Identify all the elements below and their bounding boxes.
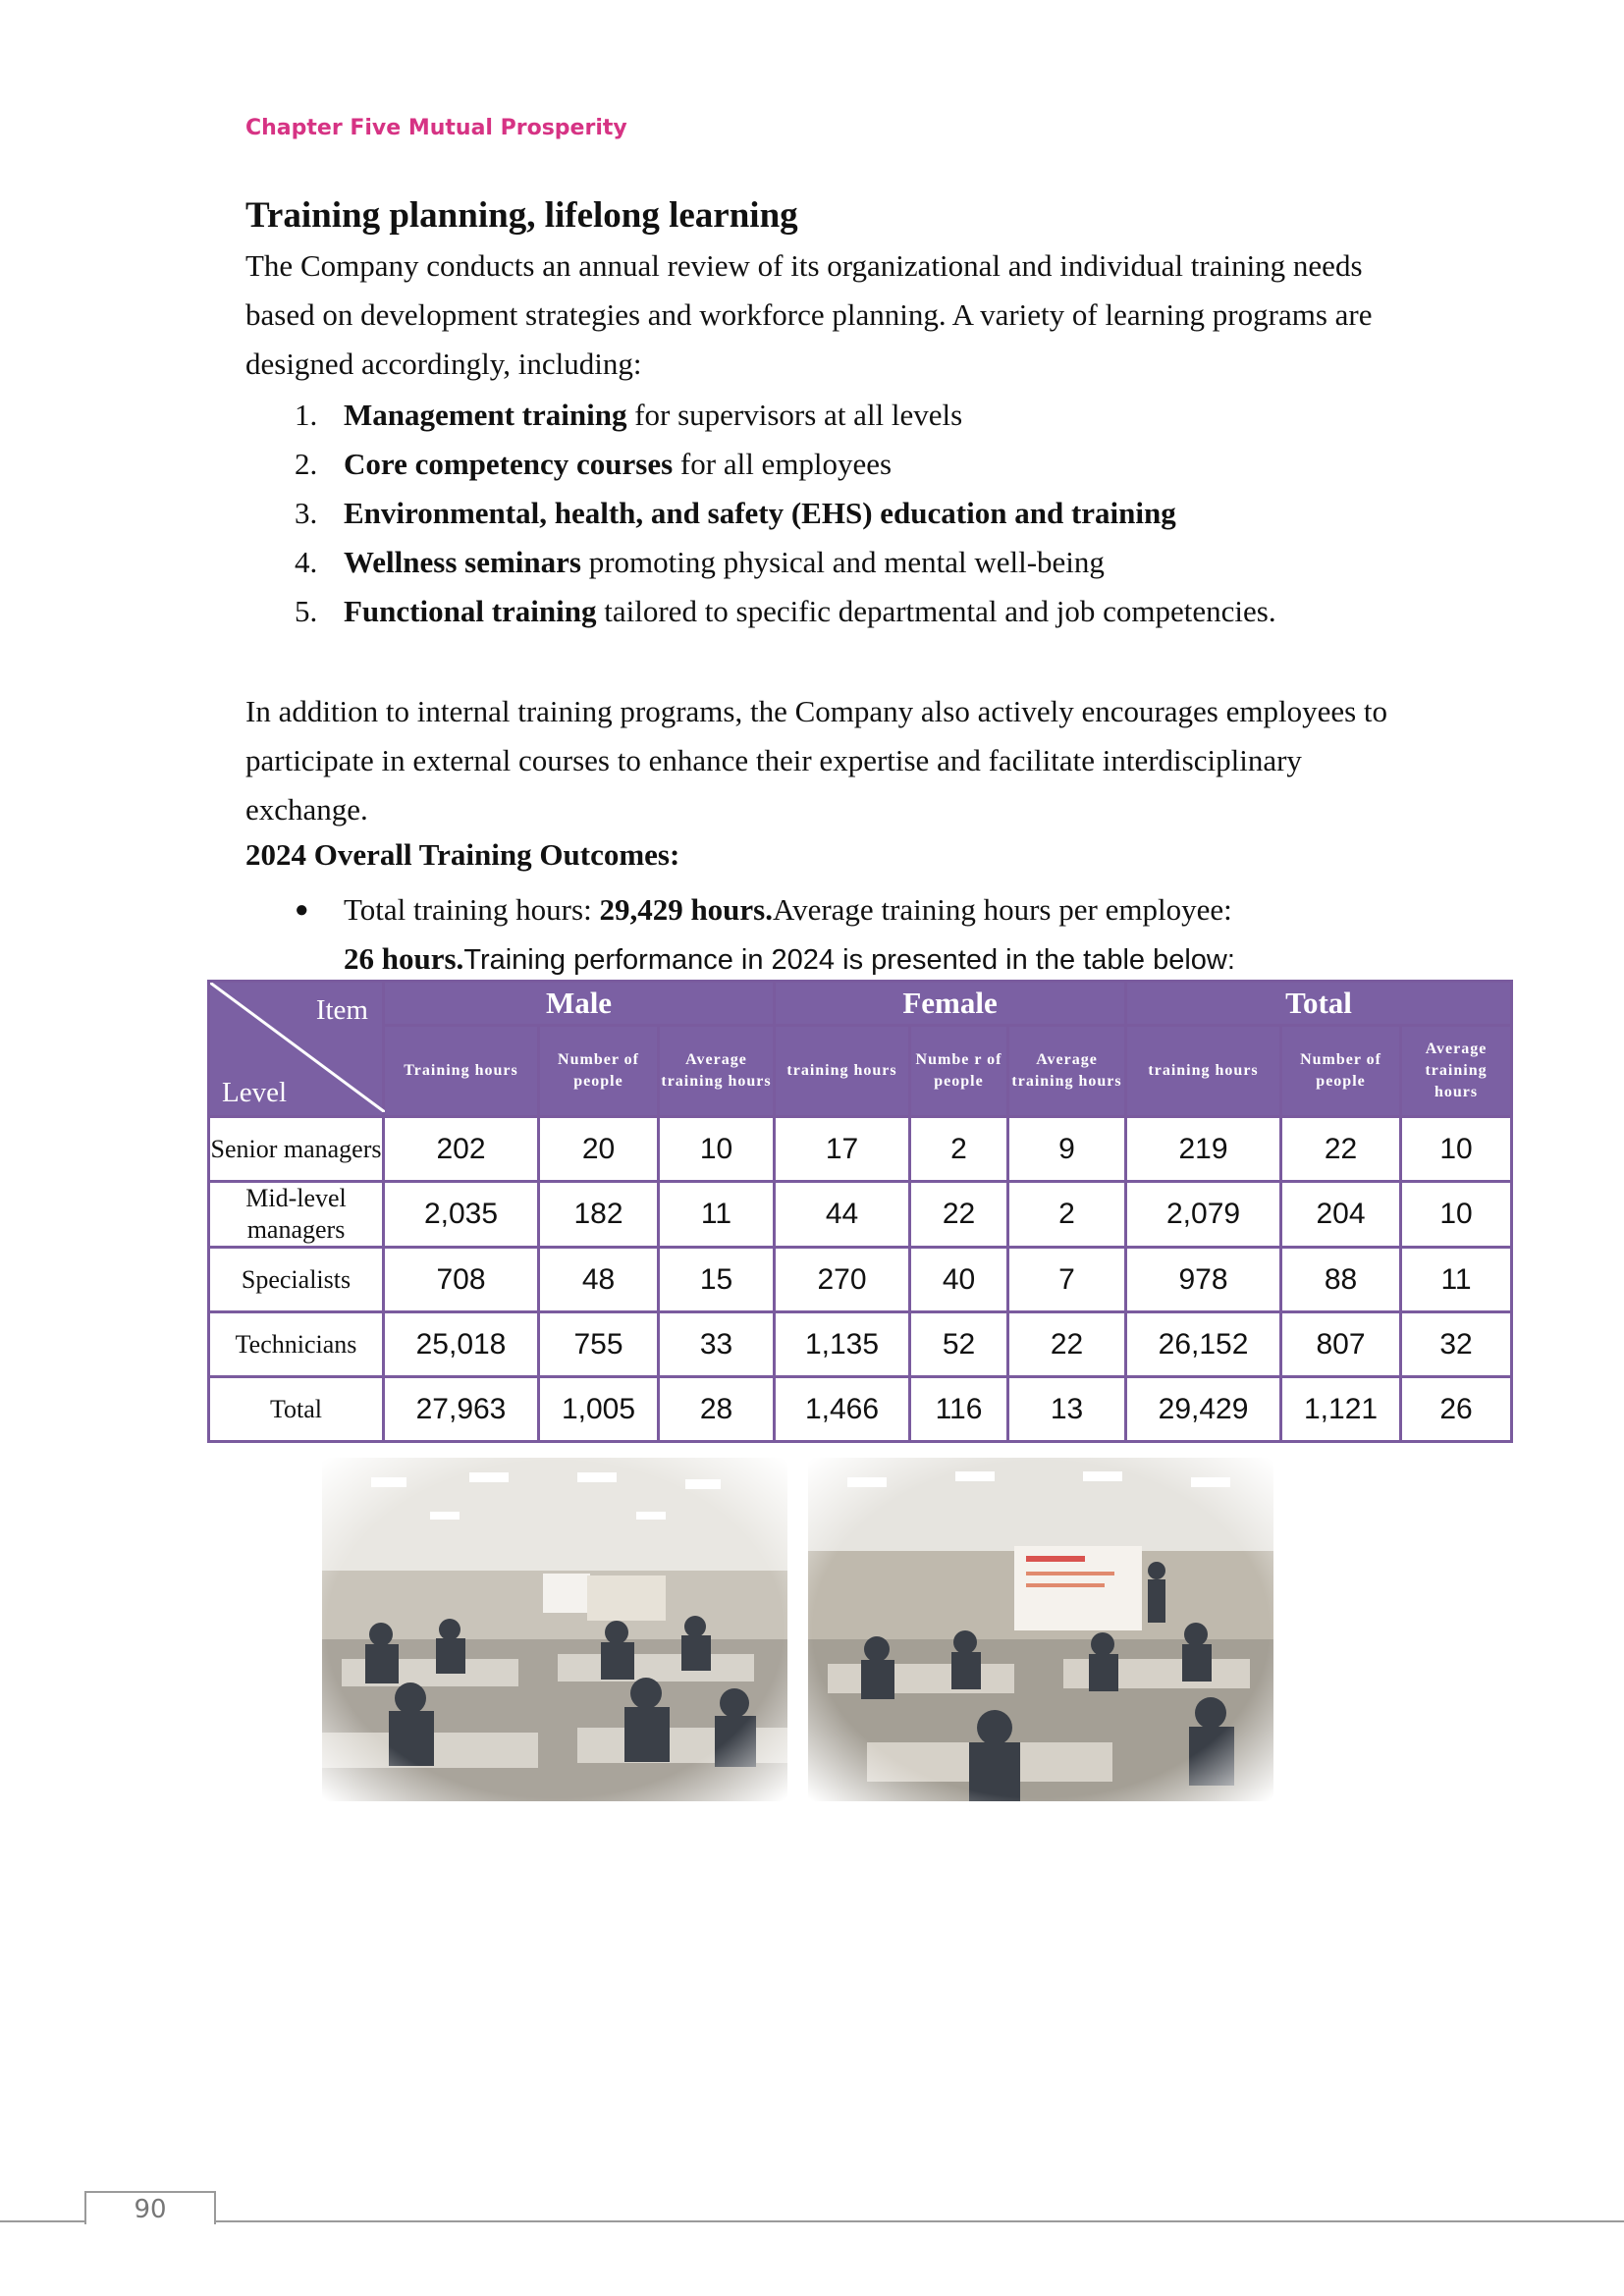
page-number: 90: [134, 2195, 167, 2224]
table-cell: 27,963: [384, 1377, 539, 1442]
table-cell: 2: [1008, 1182, 1126, 1248]
corner-level-label: Level: [222, 1077, 288, 1108]
column-header: Average training hours: [659, 1026, 775, 1117]
group-header-total: Total: [1126, 982, 1512, 1026]
table-cell: 25,018: [384, 1312, 539, 1377]
table-cell: 11: [1401, 1248, 1512, 1312]
row-label: Specialists: [209, 1248, 384, 1312]
table-cell: 15: [659, 1248, 775, 1312]
table-cell: 32: [1401, 1312, 1512, 1377]
outcomes-bullet: ● Total training hours: 29,429 hours.Average training hours per employee: 26 hours.Training performance in 2024 is presented in the table below:: [245, 885, 1424, 985]
table-cell: 52: [910, 1312, 1008, 1377]
table-cell: 22: [1008, 1312, 1126, 1377]
list-item: 5. Functional training tailored to specific departmental and job competencies.: [295, 594, 1276, 628]
table-cell: 182: [539, 1182, 659, 1248]
column-header: Number of people: [1281, 1026, 1401, 1117]
section-heading: Training planning, lifelong learning: [245, 195, 798, 236]
column-header: Numbe r of people: [910, 1026, 1008, 1117]
column-header: Average training hours: [1008, 1026, 1126, 1117]
table-cell: 44: [775, 1182, 910, 1248]
table-cell: 7: [1008, 1248, 1126, 1312]
row-label: Senior managers: [209, 1117, 384, 1182]
table-cell: 20: [539, 1117, 659, 1182]
chapter-header: Chapter Five Mutual Prosperity: [245, 116, 627, 140]
table-cell: 708: [384, 1248, 539, 1312]
table-cell: 204: [1281, 1182, 1401, 1248]
intro-paragraph: The Company conducts an annual review of its organizational and individual training needs based on development strategies and workforce planning. A variety of learning programs are designed accordingly, including:: [245, 248, 1373, 381]
table-cell: 2,079: [1126, 1182, 1281, 1248]
column-header: Number of people: [539, 1026, 659, 1117]
table-cell: 10: [1401, 1117, 1512, 1182]
table-cell: 40: [910, 1248, 1008, 1312]
table-cell: 10: [659, 1117, 775, 1182]
table-cell: 202: [384, 1117, 539, 1182]
bullet-icon: ●: [295, 897, 309, 923]
outcomes-title: 2024 Overall Training Outcomes:: [245, 837, 680, 872]
table-cell: 11: [659, 1182, 775, 1248]
list-item: 2. Core competency courses for all employees: [295, 447, 893, 481]
table-row: [209, 1312, 1512, 1377]
table-cell: 29,429: [1126, 1377, 1281, 1442]
training-photo-1: [322, 1458, 787, 1801]
table-cell: 22: [1281, 1117, 1401, 1182]
column-header: training hours: [1126, 1026, 1281, 1117]
column-header: training hours: [775, 1026, 910, 1117]
table-cell: 755: [539, 1312, 659, 1377]
table-cell: 807: [1281, 1312, 1401, 1377]
table-corner-header: [209, 982, 384, 1117]
list-item: 1. Management training for supervisors at all levels: [295, 398, 963, 432]
program-list: [245, 391, 1424, 636]
table-cell: 28: [659, 1377, 775, 1442]
table-cell: 1,121: [1281, 1377, 1401, 1442]
table-cell: 22: [910, 1182, 1008, 1248]
row-label: Mid-level managers: [209, 1182, 384, 1248]
column-header: Average training hours: [1401, 1026, 1512, 1117]
table-cell: 26,152: [1126, 1312, 1281, 1377]
table-cell: 270: [775, 1248, 910, 1312]
column-header: Training hours: [384, 1026, 539, 1117]
table-cell: 978: [1126, 1248, 1281, 1312]
group-header-female: Female: [775, 982, 1126, 1026]
group-header-male: Male: [384, 982, 775, 1026]
table-cell: 48: [539, 1248, 659, 1312]
list-item: 4. Wellness seminars promoting physical and mental well-being: [295, 545, 1105, 579]
table-row: [209, 1377, 1512, 1442]
table-cell: 10: [1401, 1182, 1512, 1248]
corner-item-label: Item: [315, 994, 368, 1026]
external-courses-paragraph: In addition to internal training programs, the Company also actively encourages employees to participate in external courses to enhance their expertise and facilitate interdisciplinary exchange.: [245, 694, 1388, 827]
row-label: Technicians: [209, 1312, 384, 1377]
table-cell: 2: [910, 1117, 1008, 1182]
table-cell: 1,466: [775, 1377, 910, 1442]
table-row: [209, 1117, 1512, 1182]
row-label: Total: [209, 1377, 384, 1442]
table-cell: 33: [659, 1312, 775, 1377]
table-cell: 17: [775, 1117, 910, 1182]
footer-rule: [0, 2220, 1624, 2222]
table-cell: 26: [1401, 1377, 1512, 1442]
table-row: [209, 1248, 1512, 1312]
table-cell: 13: [1008, 1377, 1126, 1442]
table-cell: 219: [1126, 1117, 1281, 1182]
table-cell: 116: [910, 1377, 1008, 1442]
table-cell: 1,005: [539, 1377, 659, 1442]
table-row: [209, 1182, 1512, 1248]
list-item: 3. Environmental, health, and safety (EHS) education and training: [295, 496, 1176, 530]
table-cell: 88: [1281, 1248, 1401, 1312]
training-photo-2: [808, 1458, 1273, 1801]
table-cell: 1,135: [775, 1312, 910, 1377]
table-cell: 9: [1008, 1117, 1126, 1182]
training-table: [207, 980, 1510, 1443]
table-cell: 2,035: [384, 1182, 539, 1248]
